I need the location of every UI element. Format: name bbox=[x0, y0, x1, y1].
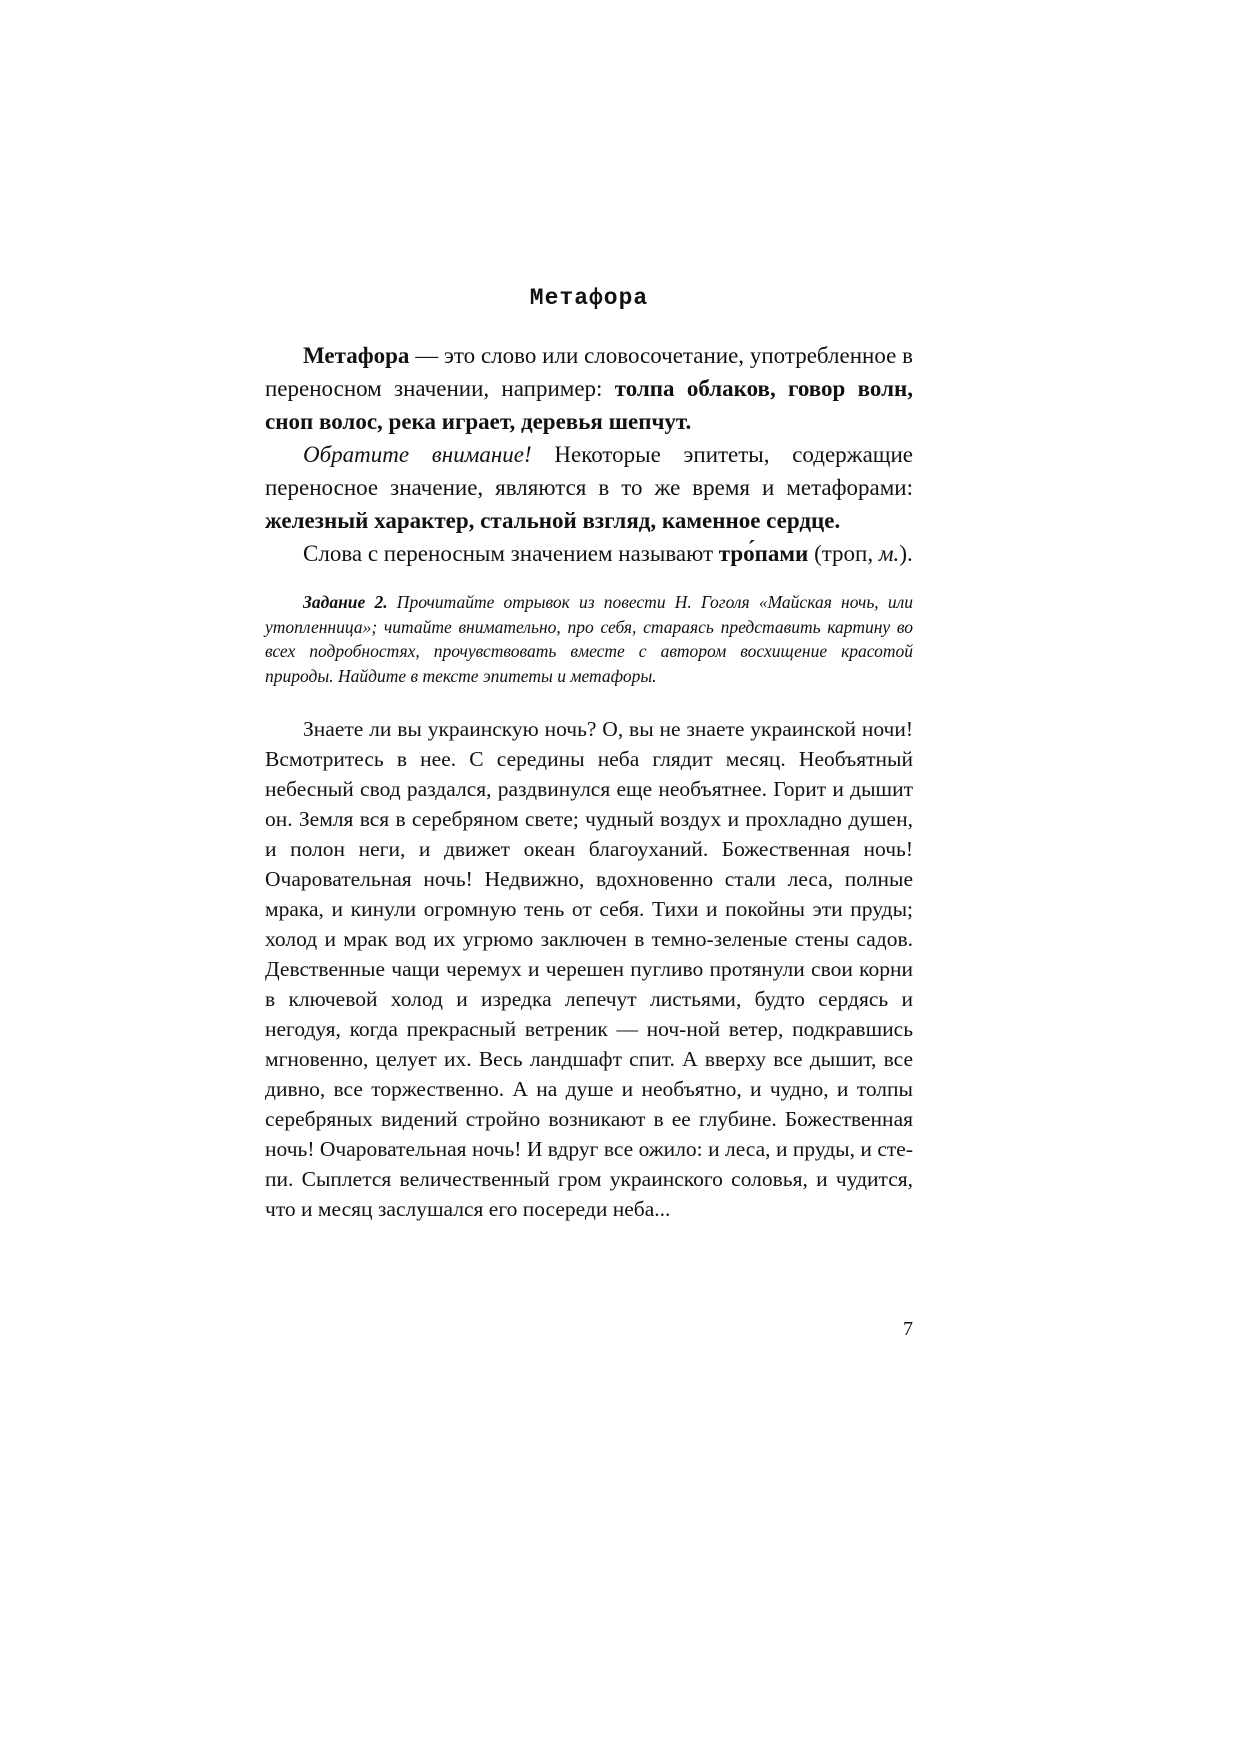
task-paragraph bbox=[265, 590, 913, 688]
page-content bbox=[265, 285, 913, 1224]
definition-examples: толпа облаков, говор волн, сноп волос, река играет, деревья шепчут. bbox=[265, 376, 913, 434]
tropes-open: (троп, bbox=[808, 541, 879, 566]
page-number: 7 bbox=[903, 1318, 913, 1340]
definition-text: — это слово или словосочетание, употребленное в переносном значении, например: bbox=[265, 343, 913, 401]
tropes-paragraph bbox=[265, 537, 913, 570]
tropes-gender: м. bbox=[878, 541, 900, 566]
tropes-term: тро́пами bbox=[718, 541, 809, 566]
definition-paragraph bbox=[265, 339, 913, 438]
task-label: Задание 2. bbox=[303, 592, 388, 612]
note-paragraph bbox=[265, 438, 913, 537]
tropes-close: ). bbox=[899, 541, 913, 566]
note-text: Некоторые эпитеты, содержащие переносное значение, являются в то же время и метафорами: bbox=[265, 442, 913, 500]
note-examples: железный характер, стальной взгляд, каменное сердце. bbox=[265, 508, 841, 533]
gogol-excerpt: Знаете ли вы украинскую ночь? О, вы не знаете украинской ночи! Всмотритесь в нее. С середины неба глядит месяц. Необъятный небесный свод раздался, раздвинулся еще необъятнее. Горит и дышит он. Земля вся в серебряном свете; чудный воздух и прохладно душен, и полон неги, и движет океан благоуханий. Божественная ночь! Очаровательная ночь! Недвижно, вдохновенно стали леса, полные мрака, и кинули огромную тень от себя. Тихи и покойны эти пруды; холод и мрак вод их угрюмо заключен в темно-зеленые стены садов. Девственные чащи черемух и черешен пугливо протянули свои корни в ключевой холод и изредка лепечут листьями, будто сердясь и негодуя, когда прекрасный ветреник — ноч-ной ветер, подкравшись мгновенно, целует их. Весь ландшафт спит. А вверху все дышит, все дивно, все торжественно. А на душе и необъятно, и чудно, и толпы серебряных видений стройно возникают в ее глубине. Божественная ночь! Очаровательная ночь! И вдруг все ожило: и леса, и пруды, и степи. Сыплется величественный гром украинского соловья, и чудится, что и месяц заслушался его посереди неба... bbox=[265, 717, 913, 1221]
tropes-text: Слова с переносным значением называют bbox=[303, 541, 719, 566]
definition-term: Метафора bbox=[303, 343, 410, 368]
section-title: Метафора bbox=[529, 285, 649, 311]
note-label: Обратите внимание! bbox=[303, 442, 532, 467]
task-text: Прочитайте отрывок из повести Н. Гоголя «Майская ночь, или утопленница»; читайте внимательно, про себя, стараясь представить картину во всех подробностях, прочувствовать вместе с автором восхищение красотой природы. Найдите в тексте эпитеты и метафоры. bbox=[265, 592, 913, 686]
